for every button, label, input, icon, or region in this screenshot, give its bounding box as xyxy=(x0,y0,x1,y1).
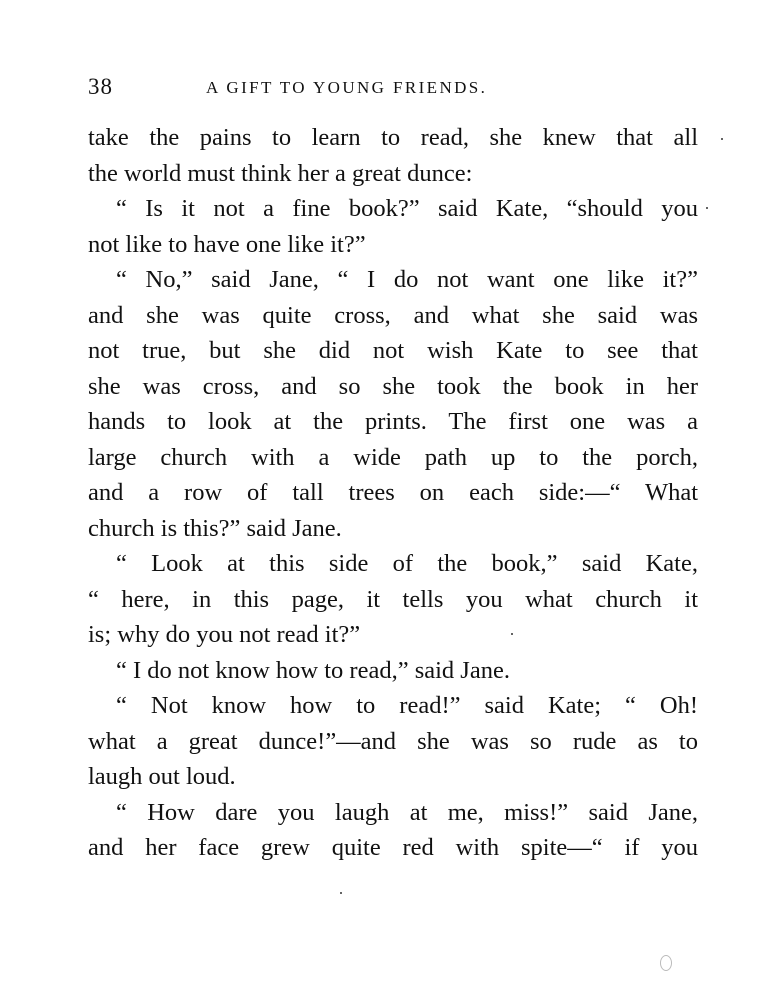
text-line: “ No,” said Jane, “ I do not want one like it?” xyxy=(116,266,698,293)
text-line: and a row of tall trees on each side:—“ What xyxy=(88,479,698,506)
text-line: not like to have one like it?” xyxy=(88,230,366,258)
body-text xyxy=(88,120,698,866)
book-page xyxy=(88,70,698,866)
text-line: what a great dunce!”—and she was so rude as to xyxy=(88,727,698,755)
page-number: 38 xyxy=(88,74,113,99)
text-line: “ How dare you laugh at me, miss!” said Jane, xyxy=(116,798,698,826)
text-line: and she was quite cross, and what she said was xyxy=(88,301,698,329)
text-line: and her face grew quite red with spite—“ if you xyxy=(88,834,698,861)
ink-speck xyxy=(511,633,513,635)
paper-blemish xyxy=(660,955,672,971)
text-line: laugh out loud. xyxy=(88,763,236,790)
text-line: the world must think her a great dunce: xyxy=(88,159,473,187)
ink-speck xyxy=(340,892,342,894)
text-line: “ Is it not a fine book?” said Kate, “should you xyxy=(116,195,698,222)
text-line: is; why do you not read it?” xyxy=(88,621,361,648)
ink-speck xyxy=(706,207,708,209)
text-line: “ here, in this page, it tells you what church it xyxy=(88,585,698,613)
text-line: “ I do not know how to read,” said Jane. xyxy=(116,656,510,684)
text-line: “ Look at this side of the book,” said Kate, xyxy=(116,550,698,577)
page-header xyxy=(88,70,698,110)
ink-speck xyxy=(721,138,723,140)
text-line: church is this?” said Jane. xyxy=(88,514,342,542)
text-line: take the pains to learn to read, she knew that all xyxy=(88,124,698,151)
running-title: A GIFT TO YOUNG FRIENDS. xyxy=(206,78,488,97)
text-line: hands to look at the prints. The first one was a xyxy=(88,408,698,435)
text-line: she was cross, and so she took the book in her xyxy=(88,372,698,400)
text-line: large church with a wide path up to the porch, xyxy=(88,443,698,471)
text-line: not true, but she did not wish Kate to see that xyxy=(88,337,698,364)
text-line: “ Not know how to read!” said Kate; “ Oh! xyxy=(116,692,698,719)
